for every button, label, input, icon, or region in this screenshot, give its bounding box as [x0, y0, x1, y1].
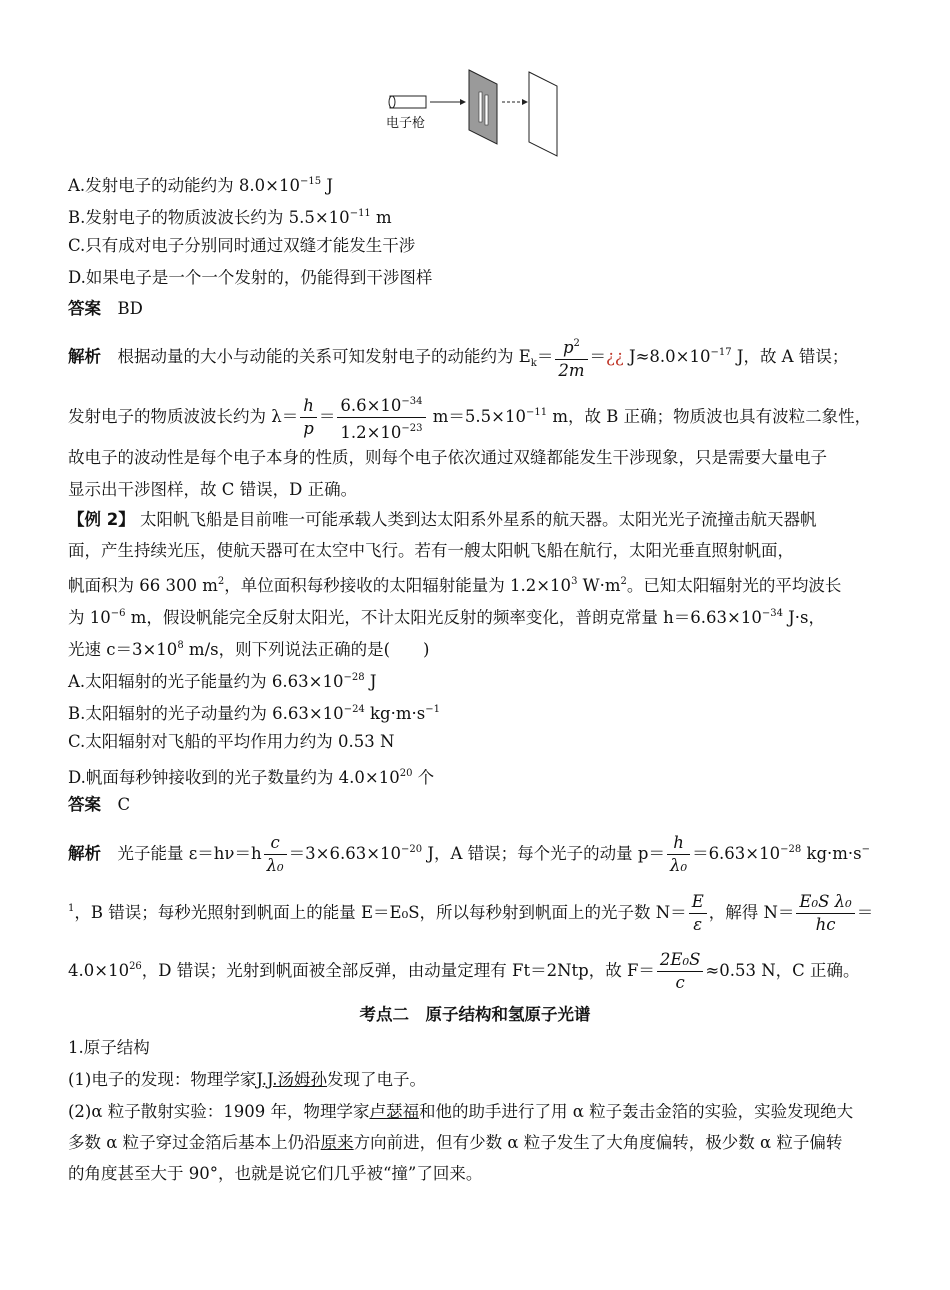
ex2-stem-line3: 帆面积为 66 300 $m^2$，单位面积每秒接收的太阳辐射能量为 $1.2\times 10^3$ $W\cdot m^2$。已知太阳辐射光的平均波长	[68, 576, 842, 595]
ex1-analysis-line2: 发射电子的物质波波长约为 λ＝ $\frac{h}{p}$ ＝ $\frac{6.6\times 10^{-34}}{1.2\times 10^{-23}}$ $m=5.5\times 10^{-11}$ m，故 B 正确；物质波也具有波粒二象性，	[68, 390, 871, 444]
section-item-atom-structure: 1.原子结构	[68, 1038, 150, 1057]
ex1-answer: 答案 BD	[68, 299, 143, 318]
ex2-analysis-line1: 解析 光子能量 ε＝hν＝h $\frac{c}{\text{λ₀}}$ $=3\times 6.63\times 10^{-20}$ J，A 错误；每个光子的动量 p＝ $\frac{h}{\text{λ₀}}$ $=6.63\times 10^{-28}$ kg·m·s−	[68, 833, 871, 875]
force-fraction: $\frac{\text{2E₀S}}{c}$	[657, 949, 703, 994]
ex1-option-b: B.发射电子的物质波波长约为 $5.5\times 10^{-11}$ m	[68, 208, 392, 227]
ex1-analysis-line1: 解析 根据动量的大小与动能的关系可知发射电子的动能约为 $E_k=$ $\frac{p^2}{2m}$ ＝¿¿ $J\approx 8.0\times 10^{-17}$ J，故 A 错误；	[68, 330, 848, 387]
ex1-analysis-line4: 显示出干涉图样，故 C 错误，D 正确。	[68, 480, 358, 499]
ex1-option-c: C.只有成对电子分别同时通过双缝才能发生干涉	[68, 236, 416, 255]
wavelength-value-fraction: $\frac{6.6\times 10^{-34}}{1.2\times 10^{-23}}$	[337, 391, 425, 444]
ex2-analysis-line2: $^1$，B 错误；每秒光照射到帆面上的能量 E＝E₀S，所以每秒射到帆面上的光子数 N＝ $\frac{E}{\varepsilon}$ ，解得 N＝ $\frac{\text{E₀S λ₀}}{hc}$ ＝	[68, 892, 874, 934]
ex2-option-c: C.太阳辐射对飞船的平均作用力约为 0.53 N	[68, 732, 395, 751]
ex2-stem-line1: 【例 2】 太阳帆飞船是目前唯一可能承载人类到达太阳系外星系的航天器。太阳光光子流撞击航天器帆	[68, 510, 817, 529]
ex2-option-d: D.帆面每秒钟接收到的光子数量约为 $4.0\times 10^{20}$ 个	[68, 768, 435, 787]
photon-energy-fraction: $\frac{c}{\text{λ₀}}$	[264, 832, 287, 877]
photon-count-fraction: $\frac{E}{\varepsilon}$	[689, 891, 707, 936]
photon-count-solution-fraction: $\frac{\text{E₀S λ₀}}{hc}$	[796, 891, 854, 936]
ex2-option-b: B.太阳辐射的光子动量约为 $6.63\times 10^{-24}$ $kg\cdot m\cdot s^{-1}$	[68, 704, 440, 723]
ex2-option-a: A.太阳辐射的光子能量约为 $6.63\times 10^{-28}$ J	[68, 672, 377, 691]
kinetic-energy-fraction: $\frac{p^2}{2m}$	[555, 333, 587, 382]
section-item-electron-discovery: (1)电子的发现：物理学家J.J.汤姆孙发现了电子。	[68, 1070, 427, 1089]
ex2-answer: 答案 C	[68, 795, 131, 814]
ex2-stem-line4: 为 $10^{-6}$ m，假设帆能完全反射太阳光，不计太阳光反射的频率变化，普朗克常量 $h=6.63\times 10^{-34}$ J·s，	[68, 608, 826, 627]
ex1-analysis-line3: 故电子的波动性是每个电子本身的性质，则每个电子依次通过双缝都能发生干涉现象，只是需要大量电子	[68, 448, 827, 467]
section-item-alpha-scattering-1: (2)α 粒子散射实验：1909 年，物理学家卢瑟福和他的助手进行了用 α 粒子轰击金箔的实验，实验发现绝大	[68, 1102, 854, 1121]
electron-gun-label: 电子枪	[386, 116, 426, 131]
section-item-alpha-scattering-3: 的角度甚至大于 90°，也就是说它们几乎被“撞”了回来。	[68, 1164, 483, 1183]
ex2-stem-line5: 光速 $c=3\times 10^8$ m/s，则下列说法正确的是( )	[68, 640, 430, 659]
wavelength-fraction: $\frac{h}{p}$	[300, 395, 317, 440]
ex1-option-a: A.发射电子的动能约为 $8.0\times 10^{-15}$ J	[68, 176, 333, 195]
photon-momentum-fraction: $\frac{h}{\text{λ₀}}$	[667, 832, 690, 877]
ex2-analysis-line3: $4.0\times 10^{26}$，D 错误；光射到帆面被全部反弹，由动量定理有 Ft＝2Ntp，故 F＝ $\frac{\text{2E₀S}}{c}$ ≈0.53 N，C 正确。	[68, 950, 860, 992]
section-item-alpha-scattering-2: 多数 α 粒子穿过金箔后基本上仍沿原来方向前进，但有少数 α 粒子发生了大角度偏转，极少数 α 粒子偏转	[68, 1133, 843, 1152]
ex1-option-d: D.如果电子是一个一个发射的，仍能得到干涉图样	[68, 268, 433, 287]
section-heading: 考点二 原子结构和氢原子光谱	[359, 1005, 591, 1024]
ex2-stem-line2: 面，产生持续光压，使航天器可在太空中飞行。若有一艘太阳帆飞船在航行，太阳光垂直照射帆面，	[68, 541, 794, 560]
